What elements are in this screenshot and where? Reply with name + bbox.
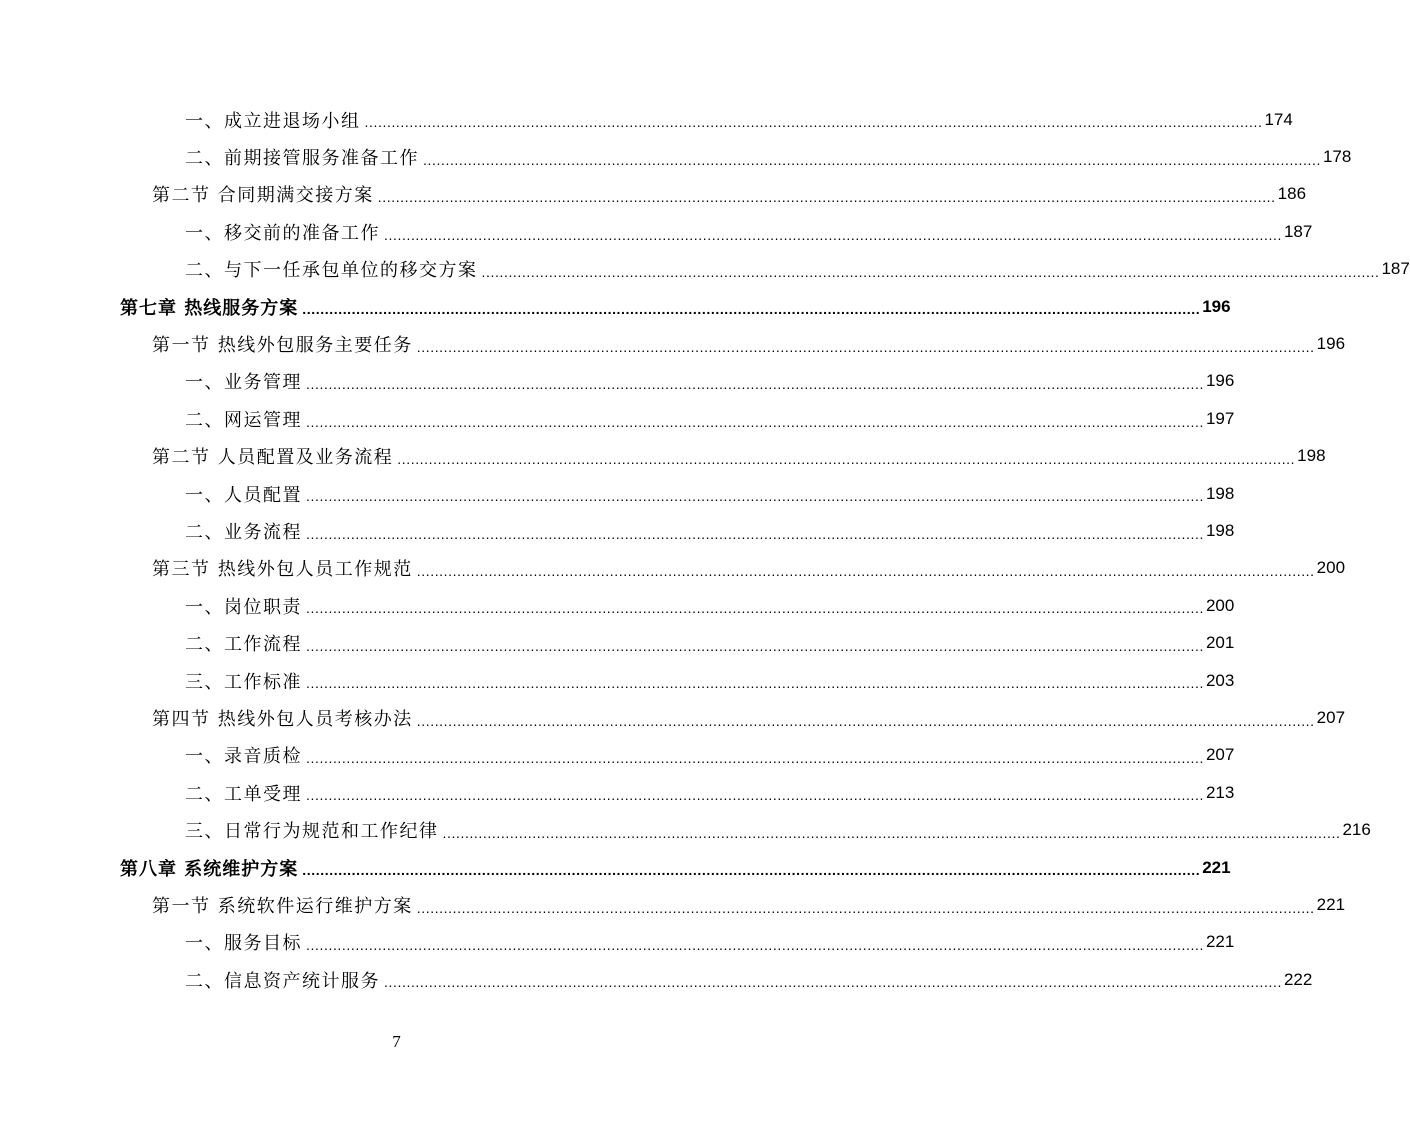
toc-entry-page: 187 (1381, 259, 1410, 279)
toc-entry-page: 174 (1264, 109, 1293, 129)
toc-entry-label: 一、服务目标 (185, 933, 302, 955)
dot-leader: ........................................................................................................................................................................................................ (377, 189, 1276, 206)
toc-entry-page: 196 (1205, 371, 1235, 391)
toc-entry-label: 第一节 热线外包服务主要任务 (152, 335, 413, 357)
toc-entry-label: 一、人员配置 (185, 484, 302, 506)
toc-entry[interactable] (0, 512, 1235, 549)
toc-entry[interactable] (0, 138, 1352, 175)
toc-entry[interactable] (0, 213, 1313, 250)
toc-entry-page: 196 (1202, 296, 1231, 316)
dot-leader: ........................................................................................................................................................................................................ (306, 936, 1204, 953)
dot-leader: ........................................................................................................................................................................................................ (481, 263, 1380, 280)
toc-section-entry[interactable] (0, 886, 1346, 923)
toc-entry-label: 二、工作流程 (185, 634, 302, 656)
toc-entry-page: 197 (1205, 408, 1235, 428)
toc-entry-label: 二、工单受理 (185, 783, 302, 805)
dot-leader: ........................................................................................................................................................................................................ (384, 974, 1282, 991)
dot-leader: ........................................................................................................................................................................................................ (306, 675, 1204, 692)
toc-entry-label: 第二节 人员配置及业务流程 (152, 447, 394, 469)
toc-entry-page: 207 (1316, 707, 1346, 727)
toc-entry-page: 200 (1316, 558, 1346, 578)
toc-entry-page: 178 (1322, 147, 1352, 167)
dot-leader: ........................................................................................................................................................................................................ (416, 563, 1315, 580)
dot-leader: ........................................................................................................................................................................................................ (416, 712, 1315, 729)
toc-entry-label: 第二节 合同期满交接方案 (152, 185, 374, 207)
toc-entry-page: 213 (1205, 782, 1235, 802)
dot-leader: ........................................................................................................................................................................................................ (416, 899, 1315, 916)
toc-section-entry[interactable] (0, 176, 1307, 213)
toc-entry-label: 第八章 系统维护方案 (120, 858, 299, 880)
toc-entry-label: 二、信息资产统计服务 (185, 970, 380, 992)
toc-entry[interactable] (0, 774, 1235, 811)
dot-leader: ........................................................................................................................................................................................................ (306, 637, 1204, 654)
dot-leader: ........................................................................................................................................................................................................ (302, 301, 1201, 318)
toc-entry-label: 三、日常行为规范和工作纪律 (185, 821, 439, 843)
toc-entry-label: 第七章 热线服务方案 (120, 297, 299, 319)
table-of-contents (0, 101, 1410, 998)
toc-entry[interactable] (0, 624, 1235, 661)
toc-entry-page: 203 (1205, 670, 1235, 690)
toc-entry[interactable] (0, 101, 1293, 138)
toc-entry[interactable] (0, 475, 1235, 512)
toc-entry[interactable] (0, 961, 1313, 998)
toc-entry-label: 二、网运管理 (185, 409, 302, 431)
toc-entry[interactable] (0, 363, 1235, 400)
page-number: 7 (392, 1032, 401, 1051)
toc-entry[interactable] (0, 662, 1235, 699)
dot-leader: ........................................................................................................................................................................................................ (423, 151, 1321, 168)
toc-chapter-entry[interactable] (0, 288, 1231, 325)
toc-entry-page: 207 (1205, 745, 1235, 765)
toc-entry-label: 二、业务流程 (185, 521, 302, 543)
toc-entry-label: 一、移交前的准备工作 (185, 222, 380, 244)
toc-entry-label: 第四节 热线外包人员考核办法 (152, 708, 413, 730)
toc-entry-label: 一、成立进退场小组 (185, 110, 361, 132)
toc-entry-label: 二、与下一任承包单位的移交方案 (185, 260, 478, 282)
dot-leader: ........................................................................................................................................................................................................ (384, 226, 1282, 243)
toc-entry-page: 216 (1342, 820, 1371, 840)
toc-entry-page: 221 (1316, 894, 1346, 914)
toc-entry-page: 196 (1316, 334, 1346, 354)
dot-leader: ........................................................................................................................................................................................................ (306, 376, 1204, 393)
toc-chapter-entry[interactable] (0, 849, 1231, 886)
toc-entry-page: 222 (1283, 969, 1313, 989)
dot-leader: ........................................................................................................................................................................................................ (306, 488, 1204, 505)
toc-entry[interactable] (0, 924, 1235, 961)
dot-leader: ........................................................................................................................................................................................................ (306, 525, 1204, 542)
toc-section-entry[interactable] (0, 325, 1346, 362)
dot-leader: ........................................................................................................................................................................................................ (442, 824, 1341, 841)
toc-entry-page: 198 (1205, 483, 1235, 503)
dot-leader: ........................................................................................................................................................................................................ (306, 600, 1204, 617)
dot-leader: ........................................................................................................................................................................................................ (397, 450, 1296, 467)
dot-leader: ........................................................................................................................................................................................................ (306, 750, 1204, 767)
toc-entry-label: 一、岗位职责 (185, 596, 302, 618)
toc-entry-page: 187 (1283, 221, 1313, 241)
toc-entry-label: 一、业务管理 (185, 372, 302, 394)
toc-entry-page: 221 (1202, 857, 1231, 877)
toc-section-entry[interactable] (0, 438, 1326, 475)
toc-entry[interactable] (0, 587, 1235, 624)
toc-entry-page: 198 (1205, 520, 1235, 540)
dot-leader: ........................................................................................................................................................................................................ (364, 114, 1263, 131)
toc-entry-label: 第一节 系统软件运行维护方案 (152, 895, 413, 917)
dot-leader: ........................................................................................................................................................................................................ (416, 338, 1315, 355)
toc-entry-page: 198 (1297, 446, 1326, 466)
dot-leader: ........................................................................................................................................................................................................ (306, 413, 1204, 430)
toc-entry[interactable] (0, 737, 1235, 774)
toc-entry-page: 221 (1205, 932, 1235, 952)
toc-entry-page: 200 (1205, 595, 1235, 615)
toc-section-entry[interactable] (0, 550, 1346, 587)
toc-section-entry[interactable] (0, 699, 1346, 736)
toc-entry[interactable] (0, 400, 1235, 437)
dot-leader: ........................................................................................................................................................................................................ (306, 787, 1204, 804)
toc-entry-label: 二、前期接管服务准备工作 (185, 148, 419, 170)
toc-entry-page: 186 (1277, 184, 1307, 204)
toc-entry-label: 一、录音质检 (185, 746, 302, 768)
toc-entry-label: 三、工作标准 (185, 671, 302, 693)
toc-entry-label: 第三节 热线外包人员工作规范 (152, 559, 413, 581)
toc-entry[interactable] (0, 811, 1371, 848)
toc-entry-page: 201 (1205, 633, 1235, 653)
toc-entry[interactable] (0, 251, 1410, 288)
dot-leader: ........................................................................................................................................................................................................ (302, 862, 1201, 879)
